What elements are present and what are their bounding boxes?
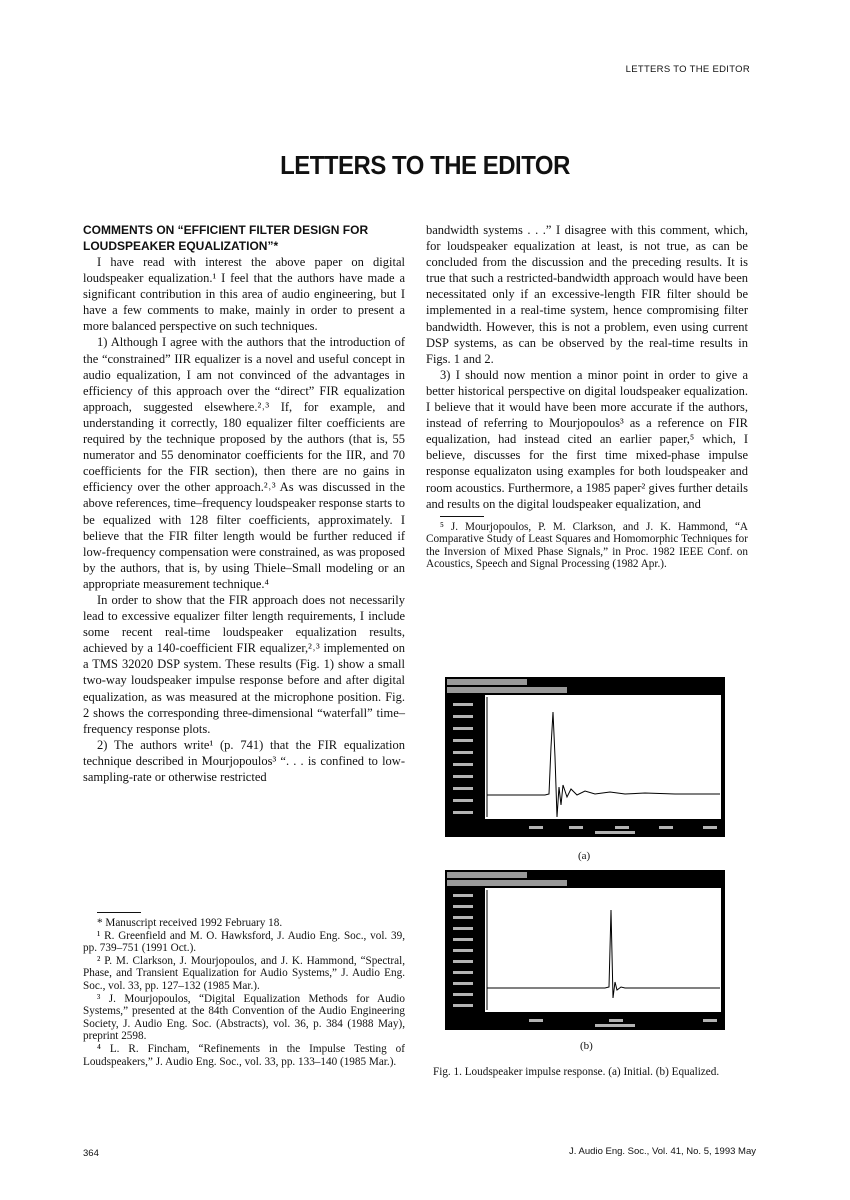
right-column bbox=[426, 222, 748, 571]
footnote: ³ J. Mourjopoulos, “Digital Equalization Methods for Audio Systems,” presented at the 84th Convention of the Audio Engineering Society, J. Audio Eng. Soc. (Abstracts), vol. 36, p. 384 (1988 May), preprint 2598. bbox=[83, 992, 405, 1043]
figure-caption: Fig. 1. Loudspeaker impulse response. (a) Initial. (b) Equalized. bbox=[433, 1066, 720, 1078]
paragraph: 3) I should now mention a minor point in order to give a better historical perspective on digital loudspeaker equalization. I believe that it would have been more accurate if the authors, instead of referring to Mourjopoulos³ as a reference on FIR equalization, had instead cited an earlier paper,⁵ which, I believe, discusses for the first time mixed-phase impulse response equalizaton using examples for both loudspeaker and room acoustics. Furthermore, a 1985 paper² gives further details and results on the digital loudspeaker equalization, and bbox=[426, 367, 748, 511]
footnote: ² P. M. Clarkson, J. Mourjopoulos, and J. K. Hammond, “Spectral, Phase, and Transient Equalization for Audio Systems,” J. Audio Eng. Soc., vol. 33, pp. 127–132 (1985 Mar.). bbox=[83, 954, 405, 992]
article-title: COMMENTS ON “EFFICIENT FILTER DESIGN FOR LOUDSPEAKER EQUALIZATION”* bbox=[83, 223, 369, 253]
journal-citation: J. Audio Eng. Soc., Vol. 41, No. 5, 1993 May bbox=[569, 1146, 756, 1157]
impulse-plot-a bbox=[445, 677, 725, 837]
paragraph: 1) Although I agree with the authors that the introduction of the “constrained” IIR equalizer is a novel and useful concept in audio equalization, I am not convinced of the advantages in efficiency of this approach over the “direct” FIR equalization approach, suggested elsewhere.²˒³ If, for example, and understanding it correctly, 180 equalizer filter coefficients are required by the technique proposed by the authors (that is, 55 numerator and 55 denominator coefficients for the IIR, and 70 coefficients for the FIR section), then there are no gains in efficiency over the other approach.²˒³ As was discussed in the above references, time–frequency loudspeaker response starts to be equalized with 128 filter coefficients, approximately. I believe that the FIR filter length would be further reduced if low-frequency compensation were constrained, as was proposed by the authors, that is, by using Thiele–Small modeling or an appropriate measurement technique.⁴ bbox=[83, 335, 405, 591]
page-title: LETTERS TO THE EDITOR bbox=[280, 150, 570, 180]
paragraph: In order to show that the FIR approach does not necessarily lead to excessive equalizer filter length requirements, I include some recent real-time loudspeaker equalization results, achieved by a 140-coefficient FIR equalizer,²˒³ implemented on a TMS 32020 DSP system. These results (Fig. 1) show a small two-way loudspeaker impulse response before and after digital equalization, as was measured at the microphone position. Fig. 2 shows the corresponding three-dimensional “waterfall” time–frequency response plots. bbox=[83, 592, 405, 736]
figure-a bbox=[445, 677, 725, 842]
left-footnotes bbox=[83, 908, 405, 1068]
figure-b bbox=[445, 870, 725, 1035]
left-column bbox=[83, 222, 405, 785]
footnote: ¹ R. Greenfield and M. O. Hawksford, J. Audio Eng. Soc., vol. 39, pp. 739–751 (1991 Oct.). bbox=[83, 929, 405, 955]
figure-b-label: (b) bbox=[580, 1040, 593, 1052]
figure-a-label: (a) bbox=[578, 850, 591, 862]
paragraph: I have read with interest the above paper on digital loudspeaker equalization.¹ I feel that the authors have made a significant contribution in this area of audio engineering, but I have a few comments to make, mainly in order to present a more balanced perspective on such techniques. bbox=[83, 255, 405, 334]
footnote: ⁵ J. Mourjopoulos, P. M. Clarkson, and J. K. Hammond, “A Comparative Study of Least Squares and Homomorphic Techniques for the Inversion of Mixed Phase Signals,” in Proc. 1982 IEEE Conf. on Acoustics, Speech and Signal Processing (1982 Apr.). bbox=[426, 520, 748, 571]
impulse-plot-b bbox=[445, 870, 725, 1030]
footnote: ⁴ L. R. Fincham, “Refinements in the Impulse Testing of Loudspeakers,” J. Audio Eng. Soc., vol. 33, pp. 133–140 (1985 Mar.). bbox=[83, 1042, 405, 1068]
paragraph: 2) The authors write¹ (p. 741) that the FIR equalization technique described in Mourjopoulos³ “. . . is confined to low-sampling-rate or otherwise restricted bbox=[83, 737, 405, 784]
running-head: LETTERS TO THE EDITOR bbox=[625, 64, 750, 75]
footnote: * Manuscript received 1992 February 18. bbox=[97, 917, 283, 929]
footnote-rule bbox=[440, 516, 484, 517]
page-number: 364 bbox=[83, 1148, 99, 1159]
paragraph: bandwidth systems . . .” I disagree with this comment, which, for loudspeaker equalization at least, is not true, as can be concluded from the discussion and the preceding results. It is true that such a restricted-bandwidth approach would have been necessitated only if an excessive-length FIR filter should be implemented in a real-time system, hence compromising filter bandwidth. However, this is not a problem, even using current DSP systems, as can be observed by the real-time results in Figs. 1 and 2. bbox=[426, 223, 748, 366]
footnote-rule bbox=[97, 912, 141, 913]
